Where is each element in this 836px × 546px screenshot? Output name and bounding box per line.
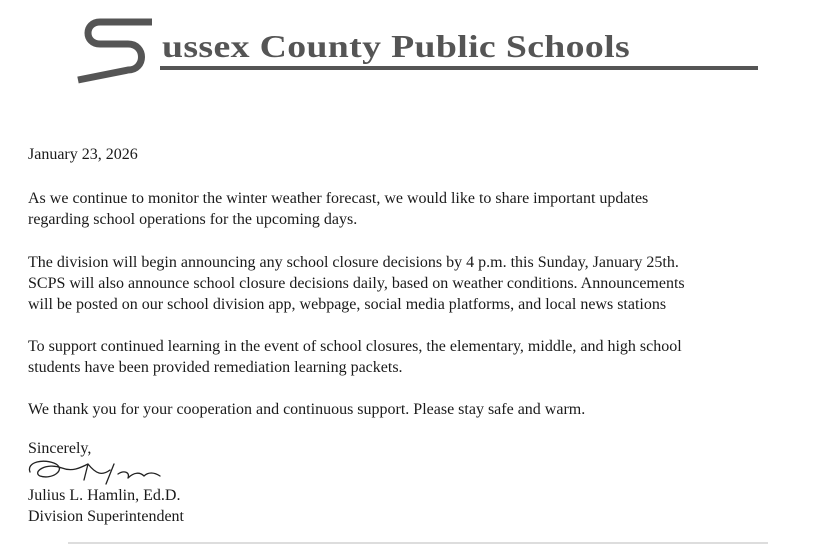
district-logo-s: [70, 8, 165, 88]
paragraph-weather-intro: [28, 188, 648, 230]
letterhead-underline: [160, 66, 758, 70]
paragraph-learning-packets: [28, 336, 682, 378]
district-name: ussex County Public Schools: [162, 28, 631, 64]
page-bottom-edge: [68, 542, 768, 544]
letter-closing: Sincerely,: [28, 440, 92, 457]
paragraph-line: The division will begin announcing any school closure decisions by 4 p.m. this Sunday, January 25th.: [28, 254, 679, 271]
letter-date: January 23, 2026: [28, 146, 138, 163]
handwritten-signature: [22, 450, 172, 486]
signer-block: [28, 485, 184, 527]
paragraph-line: will be posted on our school division app, webpage, social media platforms, and local news stations: [28, 296, 667, 313]
paragraph-line: As we continue to monitor the winter weather forecast, we would like to share important updates: [28, 190, 649, 207]
paragraph-line: To support continued learning in the event of school closures, the elementary, middle, and high school: [28, 338, 682, 355]
letterhead: [70, 8, 770, 88]
paragraph-line: We thank you for your cooperation and continuous support. Please stay safe and warm.: [28, 401, 586, 418]
signer-title: Division Superintendent: [28, 508, 184, 525]
paragraph-line: SCPS will also announce school closure decisions daily, based on weather conditions. Announcements: [28, 275, 685, 292]
paragraph-line: students have been provided remediation learning packets.: [28, 359, 403, 376]
signer-name: Julius L. Hamlin, Ed.D.: [28, 487, 181, 504]
paragraph-thanks: [28, 399, 585, 420]
paragraph-line: regarding school operations for the upcoming days.: [28, 211, 358, 228]
paragraph-closure-announcements: [28, 252, 685, 315]
